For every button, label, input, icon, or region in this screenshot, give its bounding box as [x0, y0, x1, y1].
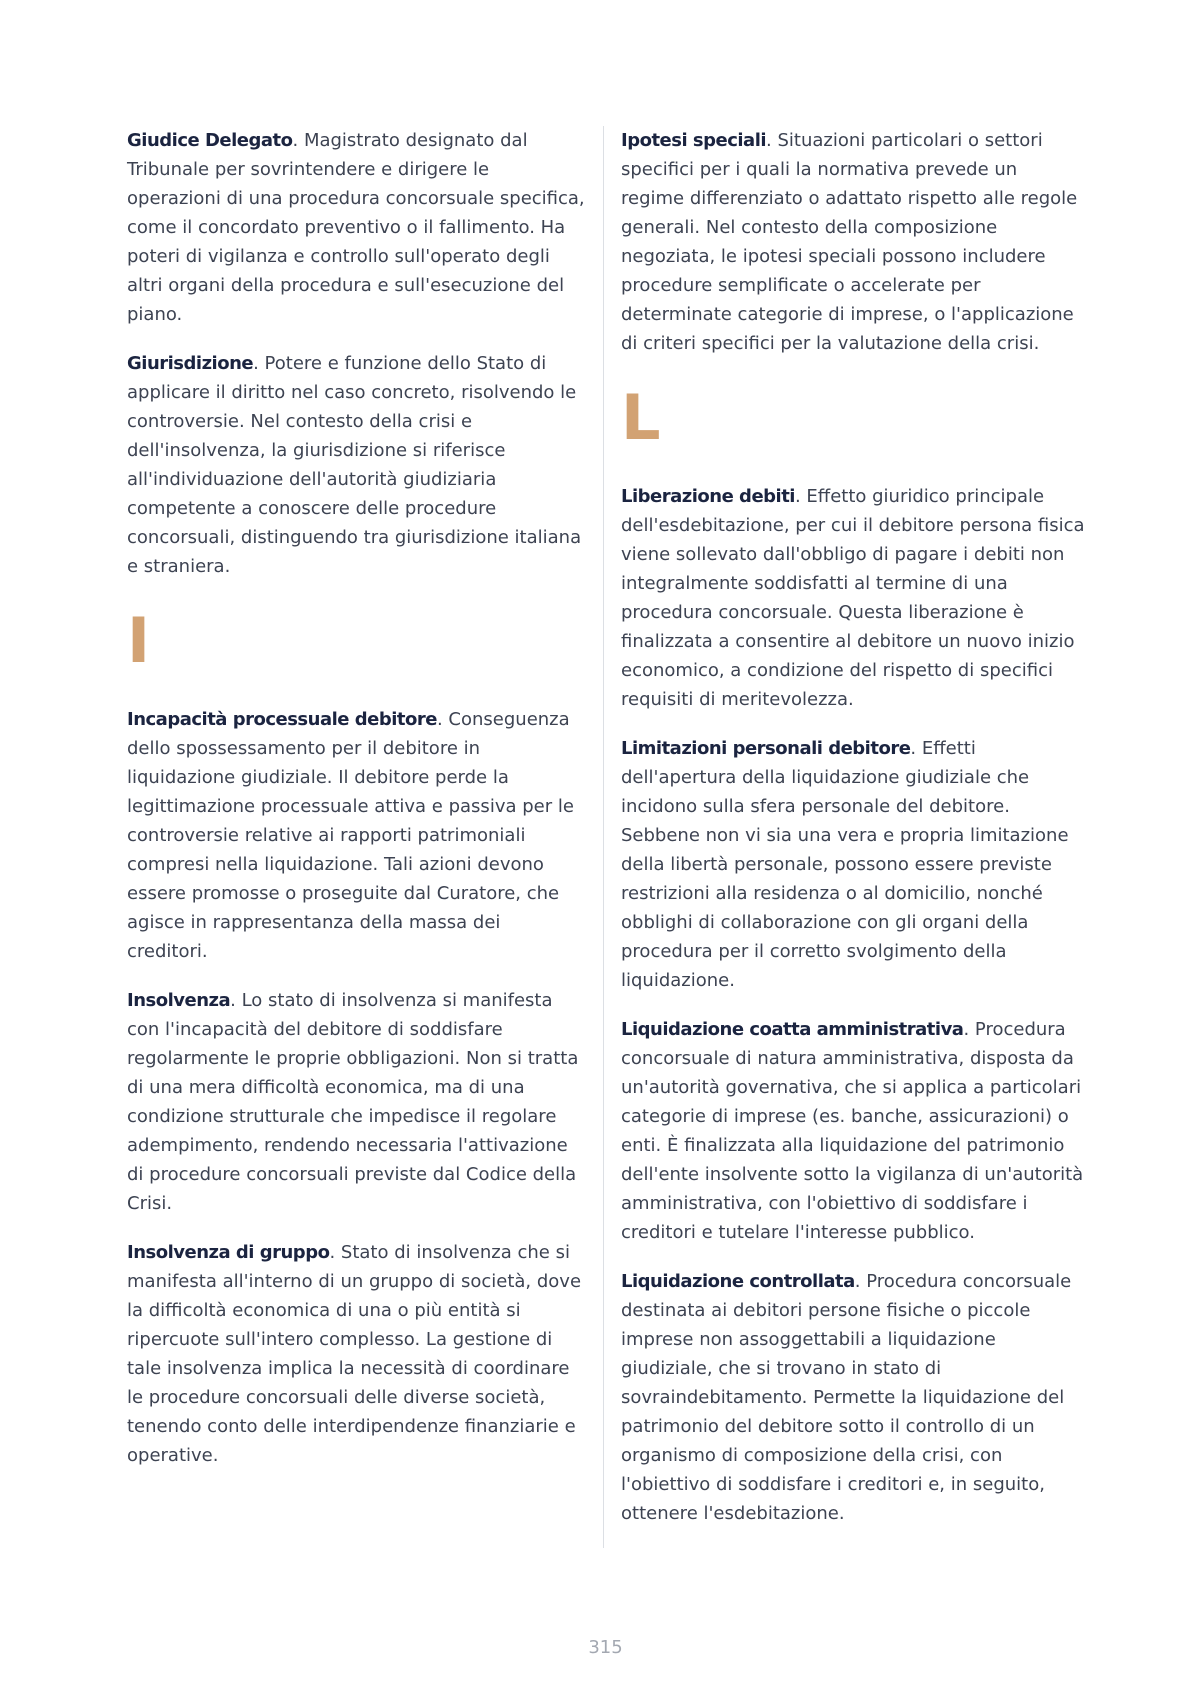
- section-letter-l: L: [621, 381, 661, 454]
- glossary-columns: [127, 126, 1087, 1556]
- left-column: [127, 126, 585, 1556]
- entry-definition: . Conseguenza dello spossessamento per il debitore in liquidazione giudiziale. Il debitore perde la legittimazione processuale attiva e passiva per le controversie relative ai rapporti patrimoniali compresi nella liquidazione. Tali azioni devono essere promosse o proseguite dal Curatore, che agisce in rappresentanza della massa dei creditori.: [127, 709, 574, 962]
- entry-definition: . Magistrato designato dal Tribunale per sovrintendere e dirigere le operazioni di una procedura concorsuale specifica, come il concordato preventivo o il fallimento. Ha poteri di vigilanza e controllo sull'operato degli altri organi della procedura e sull'esecuzione del piano.: [127, 130, 585, 325]
- entry-term: Giurisdizione: [127, 353, 254, 374]
- entry-definition: . Stato di insolvenza che si manifesta all'interno di un gruppo di società, dove la difficoltà economica di una o più entità si ripercuote sull'intero complesso. La gestione di tale insolvenza implica la necessità di coordinare le procedure concorsuali delle diverse società, tenendo conto delle interdipendenze finanziarie e operative.: [127, 1242, 582, 1466]
- entry-term: Limitazioni personali debitore: [621, 738, 911, 759]
- glossary-entry-incapacita-processuale: [127, 705, 585, 966]
- entry-definition: . Procedura concorsuale di natura amministrativa, disposta da un'autorità governativa, che si applica a particolari categorie di imprese (es. banche, assicurazioni) o enti. È finalizzata alla liquidazione del patrimonio dell'ente insolvente sotto la vigilanza di un'autorità amministrativa, con l'obiettivo di soddisfare i creditori e tutelare l'interesse pubblico.: [621, 1019, 1084, 1243]
- entry-term: Incapacità processuale debitore: [127, 709, 437, 730]
- column-divider: [603, 126, 604, 1548]
- right-column: [621, 126, 1086, 1556]
- glossary-entry-liquidazione-coatta: [621, 1015, 1086, 1247]
- section-letter-i: I: [127, 604, 151, 677]
- entry-definition: . Lo stato di insolvenza si manifesta con l'incapacità del debitore di soddisfare regolarmente le proprie obbligazioni. Non si tratta di una mera difficoltà economica, ma di una condizione strutturale che impedisce il regolare adempimento, rendendo necessaria l'attivazione di procedure concorsuali previste dal Codice della Crisi.: [127, 990, 579, 1214]
- glossary-entry-giudice-delegato: [127, 126, 585, 329]
- glossary-entry-insolvenza: [127, 986, 585, 1218]
- glossary-entry-liberazione-debiti: [621, 482, 1086, 714]
- entry-term: Insolvenza: [127, 990, 231, 1011]
- glossary-entry-giurisdizione: [127, 349, 585, 581]
- glossary-entry-limitazioni-personali: [621, 734, 1086, 995]
- entry-term: Insolvenza di gruppo: [127, 1242, 330, 1263]
- entry-definition: . Effetti dell'apertura della liquidazione giudiziale che incidono sulla sfera personale del debitore. Sebbene non vi sia una vera e propria limitazione della libertà personale, possono essere previste restrizioni alla residenza o al domicilio, nonché obblighi di collaborazione con gli organi della procedura per il corretto svolgimento della liquidazione.: [621, 738, 1069, 991]
- glossary-entry-liquidazione-controllata: [621, 1267, 1086, 1528]
- entry-definition: . Potere e funzione dello Stato di applicare il diritto nel caso concreto, risolvendo le controversie. Nel contesto della crisi e dell'insolvenza, la giurisdizione si riferisce all'individuazione dell'autorità giudiziaria competente a conoscere delle procedure concorsuali, distinguendo tra giurisdizione italiana e straniera.: [127, 353, 582, 577]
- entry-definition: . Effetto giuridico principale dell'esdebitazione, per cui il debitore persona fisica viene sollevato dall'obbligo di pagare i debiti non integralmente soddisfatti al termine di una procedura concorsuale. Questa liberazione è finalizzata a consentire al debitore un nuovo inizio economico, a condizione del rispetto di specifici requisiti di meritevolezza.: [621, 486, 1085, 710]
- entry-term: Giudice Delegato: [127, 130, 293, 151]
- entry-term: Ipotesi speciali: [621, 130, 767, 151]
- glossary-entry-insolvenza-di-gruppo: [127, 1238, 585, 1470]
- entry-term: Liquidazione coatta amministrativa: [621, 1019, 964, 1040]
- entry-term: Liberazione debiti: [621, 486, 795, 507]
- entry-definition: . Situazioni particolari o settori specifici per i quali la normativa prevede un regime differenziato o adattato rispetto alle regole generali. Nel contesto della composizione negoziata, le ipotesi speciali possono includere procedure semplificate o accelerate per determinate categorie di imprese, o l'applicazione di criteri specifici per la valutazione della crisi.: [621, 130, 1078, 354]
- page-number: 315: [588, 1637, 623, 1658]
- glossary-entry-ipotesi-speciali: [621, 126, 1086, 358]
- entry-term: Liquidazione controllata: [621, 1271, 855, 1292]
- entry-definition: . Procedura concorsuale destinata ai debitori persone fisiche o piccole imprese non assoggettabili a liquidazione giudiziale, che si trovano in stato di sovraindebitamento. Permette la liquidazione del patrimonio del debitore sotto il controllo di un organismo di composizione della crisi, con l'obiettivo di soddisfare i creditori e, in seguito, ottenere l'esdebitazione.: [621, 1271, 1072, 1524]
